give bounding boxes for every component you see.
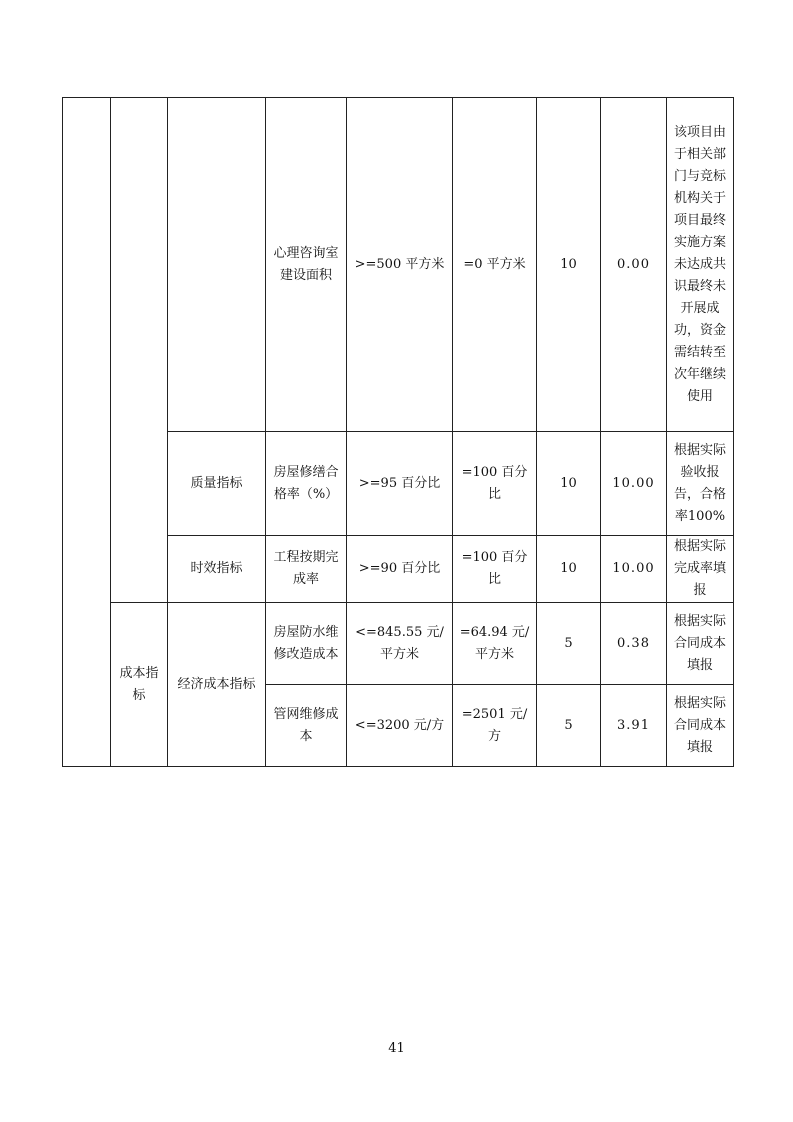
remark-cell: 该项目由于相关部门与竞标机构关于项目最终实施方案未达成共识最终未开展成功，资金需结转至次年继续使用 [667,98,734,432]
level2-indicator-cell [111,98,168,603]
target-value-cell: >=500 平方米 [347,98,453,432]
target-value-cell: <=845.55 元/平方米 [347,603,453,685]
sub-indicator-cell: 房屋修缮合格率（%） [266,432,347,536]
score-cell: 0.38 [601,603,667,685]
remark-cell: 根据实际验收报告，合格率100% [667,432,734,536]
score-cell: 0.00 [601,98,667,432]
weight-cell: 5 [537,685,601,767]
actual-value-cell: =2501 元/方 [453,685,537,767]
actual-value-cell: =100 百分比 [453,536,537,603]
level2-indicator-cell: 成本指标 [111,603,168,767]
target-value-cell: <=3200 元/方 [347,685,453,767]
sub-indicator-cell: 房屋防水维修改造成本 [266,603,347,685]
score-cell: 10.00 [601,536,667,603]
level3-indicator-cell [168,98,266,432]
level3-indicator-cell: 经济成本指标 [168,603,266,767]
actual-value-cell: =64.94 元/平方米 [453,603,537,685]
weight-cell: 10 [537,536,601,603]
score-cell: 3.91 [601,685,667,767]
level3-indicator-cell: 质量指标 [168,432,266,536]
sub-indicator-cell: 管网维修成本 [266,685,347,767]
performance-table [62,97,734,767]
sub-indicator-cell: 心理咨询室建设面积 [266,98,347,432]
weight-cell: 10 [537,98,601,432]
score-cell: 10.00 [601,432,667,536]
remark-cell: 根据实际合同成本填报 [667,603,734,685]
weight-cell: 5 [537,603,601,685]
level1-indicator-cell [63,98,111,767]
remark-cell: 根据实际合同成本填报 [667,685,734,767]
sub-indicator-cell: 工程按期完成率 [266,536,347,603]
level3-indicator-cell: 时效指标 [168,536,266,603]
table-row [63,603,734,685]
target-value-cell: >=95 百分比 [347,432,453,536]
remark-cell: 根据实际完成率填报 [667,536,734,603]
page-number: 41 [388,1041,405,1056]
actual-value-cell: =100 百分比 [453,432,537,536]
target-value-cell: >=90 百分比 [347,536,453,603]
table-row [63,98,734,432]
weight-cell: 10 [537,432,601,536]
actual-value-cell: =0 平方米 [453,98,537,432]
